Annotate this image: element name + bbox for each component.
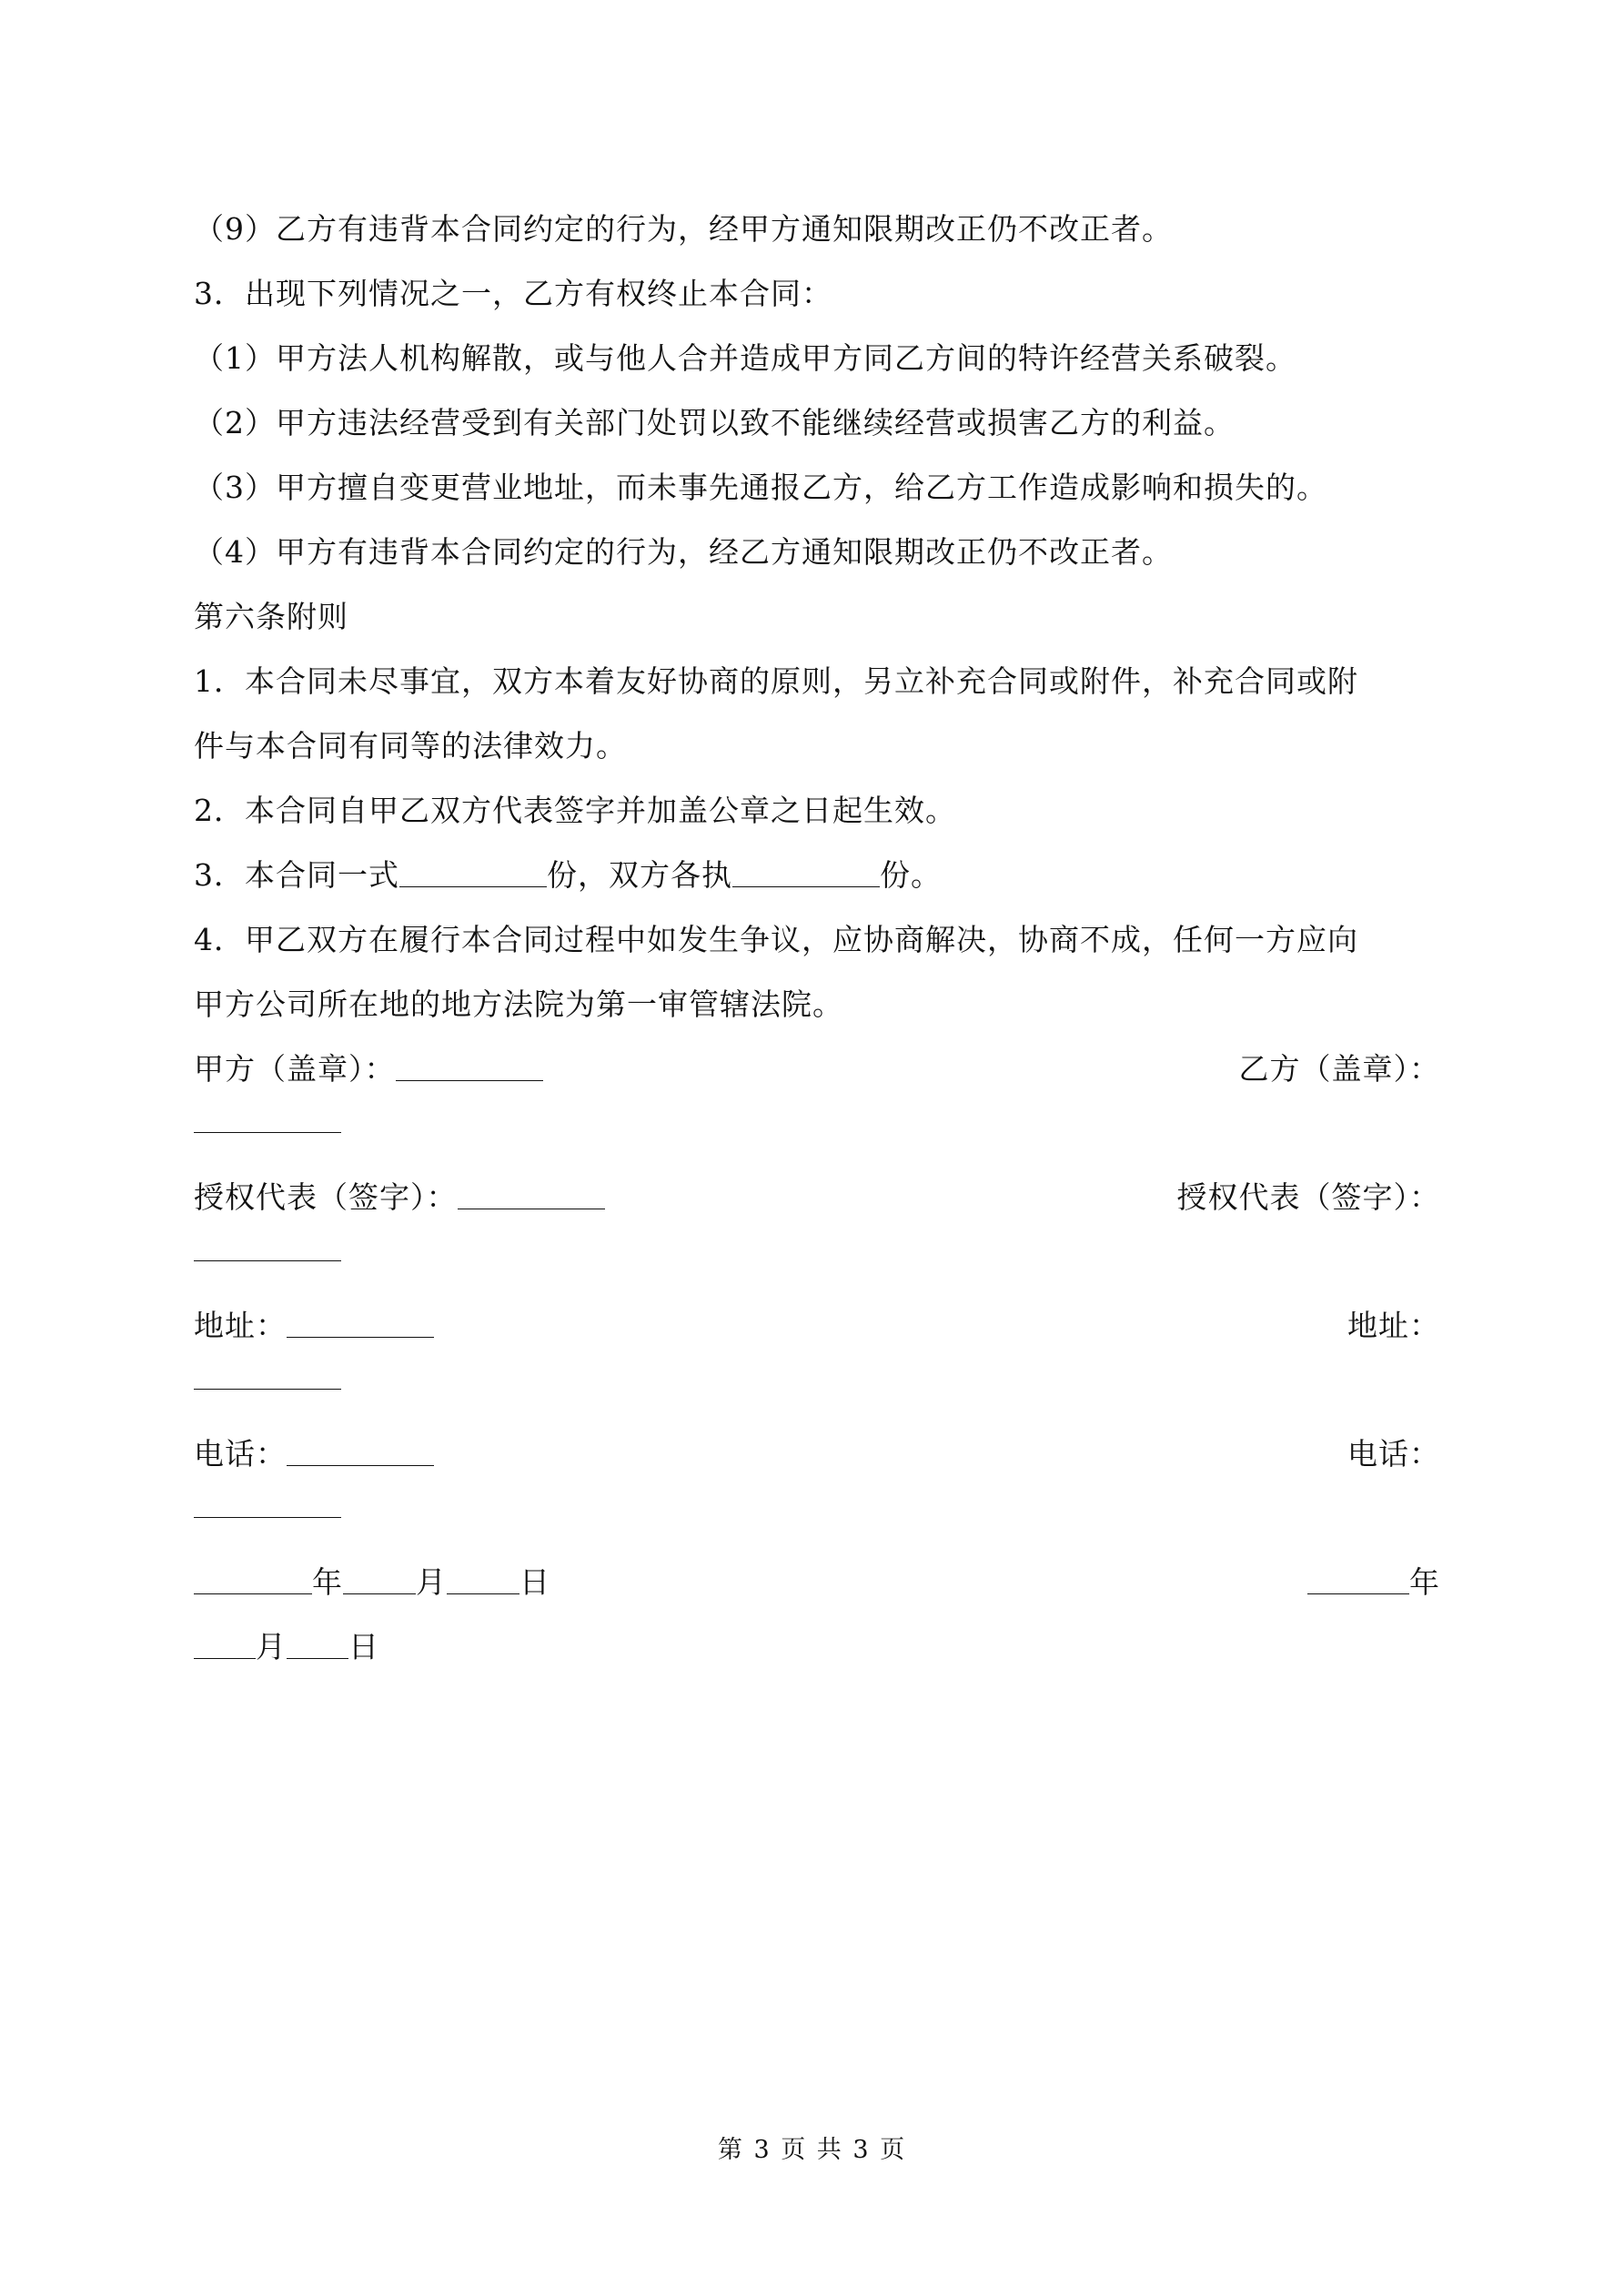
party-a-day-blank[interactable] bbox=[447, 1566, 519, 1594]
party-a-rep-label: 授权代表（签字）： bbox=[194, 1179, 458, 1215]
date-row bbox=[194, 1550, 1440, 1614]
page-number: 第 3 页 共 3 页 bbox=[717, 2136, 907, 2164]
party-b-year bbox=[1307, 1550, 1440, 1614]
party-a-seal-label: 甲方（盖章）： bbox=[194, 1051, 396, 1087]
article-6-clause-4-line-1: 4．甲乙双方在履行本合同过程中如发生争议，应协商解决，协商不成，任何一方应向 bbox=[194, 922, 1358, 957]
copies-each-blank[interactable] bbox=[732, 859, 880, 887]
party-b-rep-blank[interactable] bbox=[194, 1233, 341, 1261]
article-6-clause-1-line-2: 件与本合同有同等的法律效力。 bbox=[194, 728, 627, 764]
clause-3-text-mid: 份，双方各执 bbox=[547, 857, 732, 893]
party-a-phone-label: 电话： bbox=[194, 1436, 287, 1472]
section-3-item-1: （1）甲方法人机构解散，或与他人合并造成甲方同乙方间的特许经营关系破裂。 bbox=[194, 340, 1296, 376]
party-b-phone-blank[interactable] bbox=[194, 1490, 341, 1518]
party-a-seal-blank[interactable] bbox=[396, 1053, 543, 1081]
party-b-phone-line bbox=[194, 1486, 1440, 1550]
party-b-month-blank[interactable] bbox=[194, 1631, 256, 1659]
clause-3-text-post: 份。 bbox=[880, 857, 942, 893]
party-a-phone-blank[interactable] bbox=[287, 1438, 434, 1466]
section-3-item-2: （2）甲方违法经营受到有关部门处罚以致不能继续经营或损害乙方的利益。 bbox=[194, 405, 1235, 440]
section-3-item-3: （3）甲方擅自变更营业地址，而未事先通报乙方，给乙方工作造成影响和损失的。 bbox=[194, 470, 1327, 505]
party-b-seal-line bbox=[194, 1101, 1440, 1165]
copies-total-blank[interactable] bbox=[399, 859, 547, 887]
party-b-day-label: 日 bbox=[348, 1629, 379, 1664]
article-6-clause-2: 2．本合同自甲乙双方代表签字并加盖公章之日起生效。 bbox=[194, 793, 956, 828]
party-b-rep-line bbox=[194, 1229, 1440, 1293]
representative-row bbox=[194, 1165, 1440, 1229]
clause-9: （9）乙方有违背本合同约定的行为，经甲方通知限期改正仍不改正者。 bbox=[194, 211, 1173, 247]
party-b-address-blank[interactable] bbox=[194, 1361, 341, 1390]
article-6-clause-3 bbox=[194, 843, 1440, 907]
party-b-phone-label: 电话： bbox=[1347, 1436, 1440, 1472]
party-b-rep-label: 授权代表（签字）： bbox=[1176, 1179, 1440, 1215]
party-a-rep-blank[interactable] bbox=[458, 1181, 605, 1209]
party-b-seal-label: 乙方（盖章）： bbox=[1238, 1051, 1440, 1087]
contract-body bbox=[194, 197, 1440, 1679]
party-b-year-blank[interactable] bbox=[1307, 1566, 1409, 1594]
party-b-address-line bbox=[194, 1358, 1440, 1421]
party-a-month-label: 月 bbox=[416, 1564, 447, 1600]
party-b-month-label: 月 bbox=[256, 1629, 287, 1664]
section-3-heading: 3．出现下列情况之一，乙方有权终止本合同： bbox=[194, 276, 832, 311]
party-b-date-continued bbox=[194, 1614, 1440, 1679]
party-a-address-blank[interactable] bbox=[287, 1310, 434, 1338]
party-b-address-label: 地址： bbox=[1347, 1308, 1440, 1343]
party-a-year-label: 年 bbox=[312, 1564, 343, 1600]
party-a-day-label: 日 bbox=[519, 1564, 550, 1600]
seal-row bbox=[194, 1037, 1440, 1101]
address-row bbox=[194, 1293, 1440, 1358]
article-6-clause-4-line-2: 甲方公司所在地的地方法院为第一审管辖法院。 bbox=[194, 986, 843, 1022]
clause-3-text-pre: 3．本合同一式 bbox=[194, 857, 399, 893]
article-6-clause-1-line-1: 1．本合同未尽事宜，双方本着友好协商的原则，另立补充合同或附件，补充合同或附 bbox=[194, 663, 1358, 699]
section-3-item-4: （4）甲方有违背本合同约定的行为，经乙方通知限期改正仍不改正者。 bbox=[194, 534, 1173, 570]
phone-row bbox=[194, 1421, 1440, 1486]
party-a-year-blank[interactable] bbox=[194, 1566, 312, 1594]
party-b-seal-blank[interactable] bbox=[194, 1105, 341, 1133]
party-a-month-blank[interactable] bbox=[343, 1566, 416, 1594]
party-b-year-label: 年 bbox=[1409, 1564, 1440, 1600]
article-6-heading: 第六条附则 bbox=[194, 599, 348, 634]
party-a-address-label: 地址： bbox=[194, 1308, 287, 1343]
party-b-day-blank[interactable] bbox=[287, 1631, 348, 1659]
